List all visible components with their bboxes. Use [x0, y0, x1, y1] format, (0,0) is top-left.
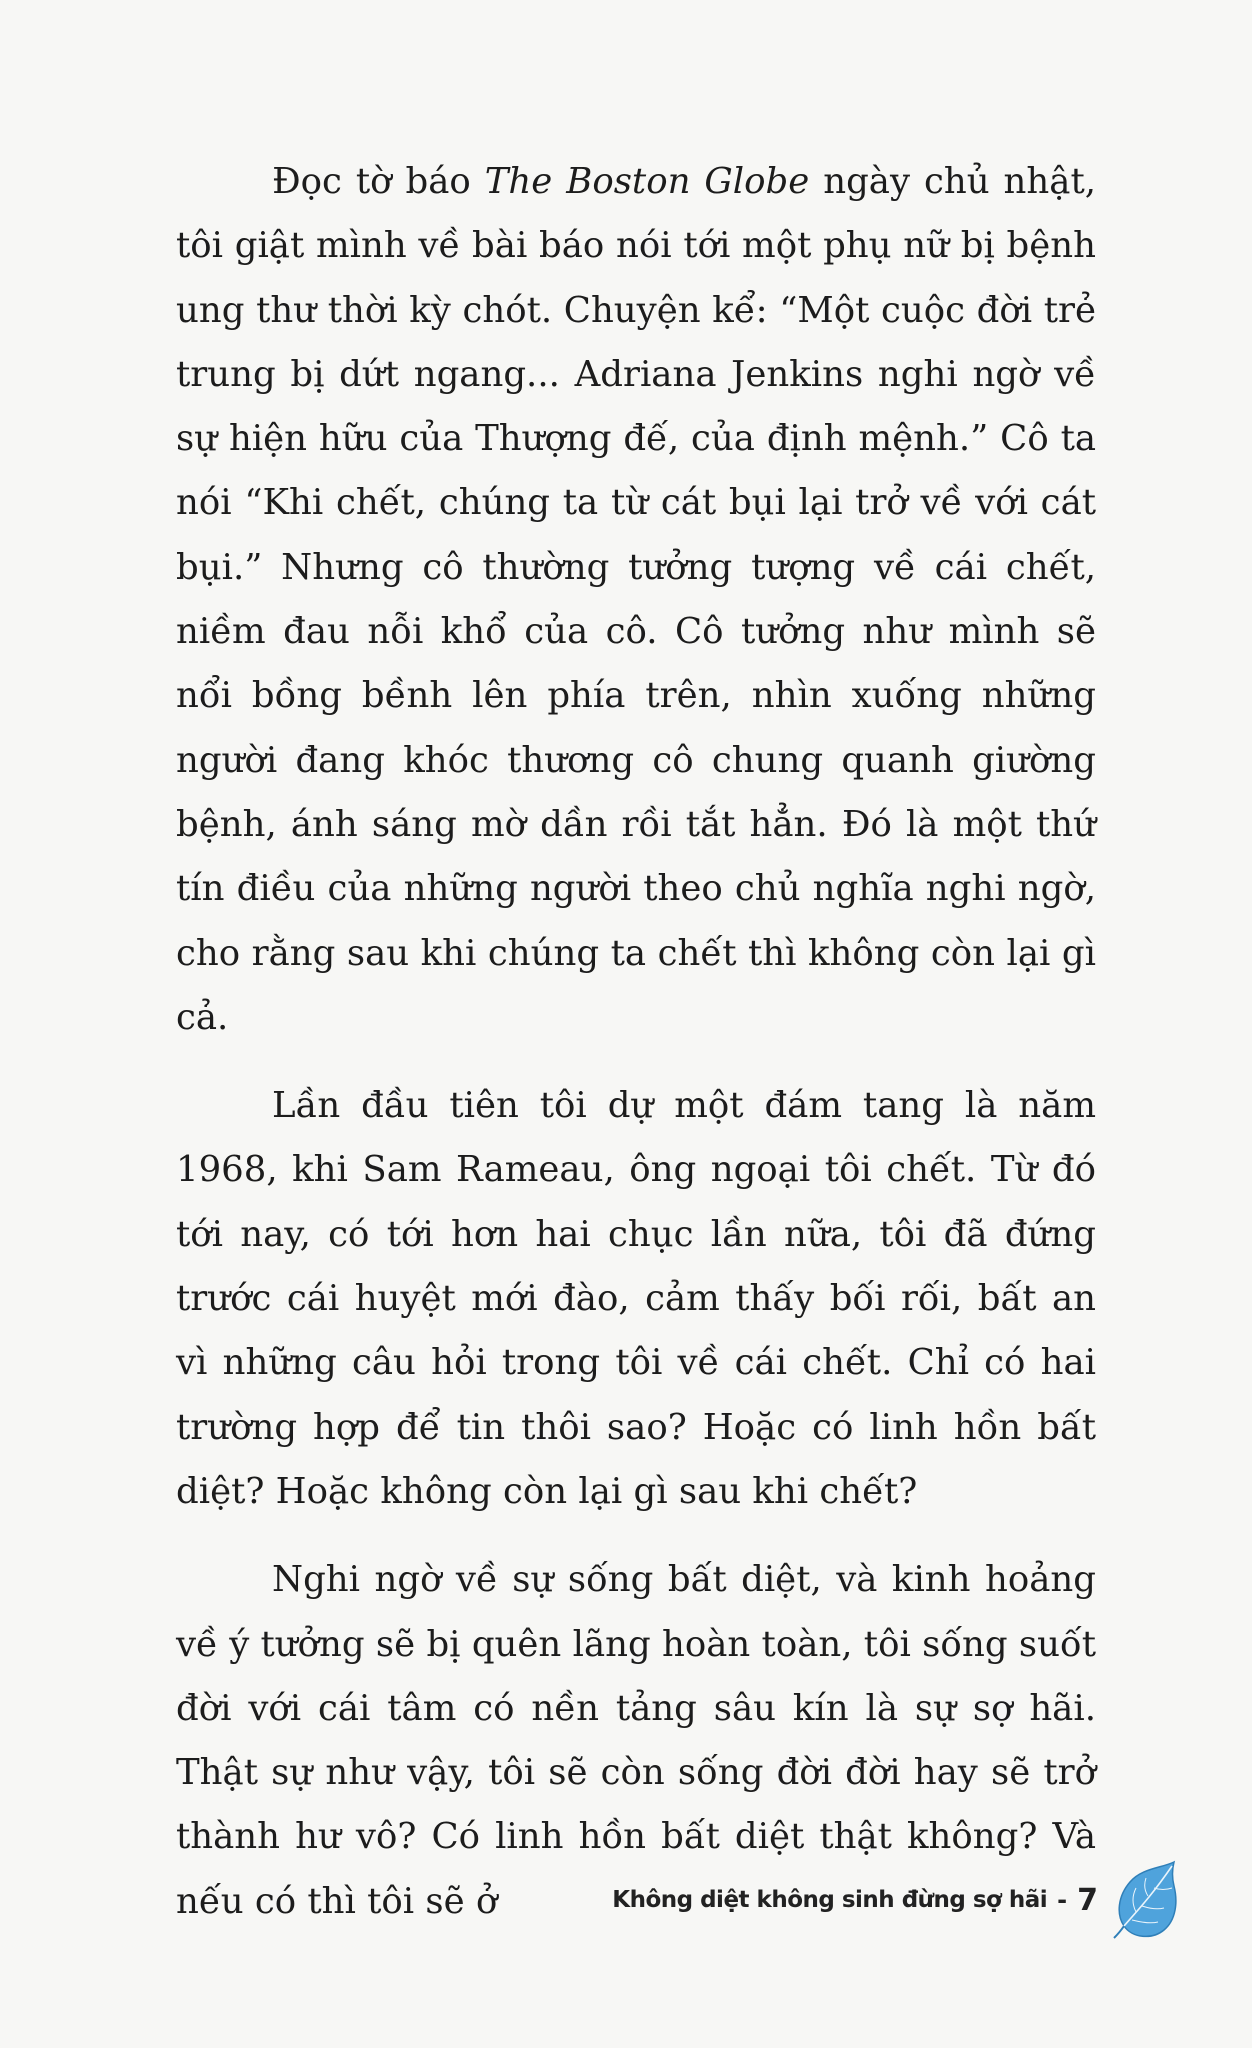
page-number: 7: [1077, 1882, 1098, 1918]
paragraph-1-start: Đọc tờ báo: [272, 161, 485, 202]
page-footer: [612, 1860, 1182, 1940]
bodhi-leaf-icon: [1112, 1858, 1182, 1942]
paragraph-1-rest: ngày chủ nhật, tôi giật mình về bài báo nói tới một phụ nữ bị bệnh ung thư thời kỳ chót. Chuyện kể: “Một cuộc đời trẻ trung bị dứt ngang... Adriana Jenkins nghi ngờ về sự hiện hữu của Thượng đế, của định mệnh.” Cô ta nói “Khi chết, chúng ta từ cát bụi lại trở về với cát bụi.” Nhưng cô thường tưởng tượng về cái chết, niềm đau nỗi khổ của cô. Cô tưởng như mình sẽ nổi bồng bềnh lên phía trên, nhìn xuống những người đang khóc thương cô chung quanh giường bệnh, ánh sáng mờ dần rồi tắt hẳn. Đó là một thứ tín điều của những người theo chủ nghĩa nghi ngờ, cho rằng sau khi chúng ta chết thì không còn lại gì cả.: [176, 161, 1097, 1038]
paragraph-2: Lần đầu tiên tôi dự một đám tang là năm 1968, khi Sam Rameau, ông ngoại tôi chết. Từ đó tới nay, có tới hơn hai chục lần nữa, tôi đã đứng trước cái huyệt mới đào, cảm thấy bối rối, bất an vì những câu hỏi trong tôi về cái chết. Chỉ có hai trường hợp để tin thôi sao? Hoặc có linh hồn bất diệt? Hoặc không còn lại gì sau khi chết?: [176, 1085, 1096, 1512]
body-text: [176, 150, 1096, 1934]
paragraph-1: [176, 150, 1096, 1050]
footer-separator: -: [1057, 1886, 1068, 1914]
paragraph-3: Nghi ngờ về sự sống bất diệt, và kinh hoảng về ý tưởng sẽ bị quên lãng hoàn toàn, tôi sống suốt đời với cái tâm có nền tảng sâu kín là sự sợ hãi. Thật sự như vậy, tôi sẽ còn sống đời đời hay sẽ trở thành hư vô? Có linh hồn bất diệt thật không? Và nếu có thì tôi sẽ ở: [176, 1559, 1096, 1922]
running-title: Không diệt không sinh đừng sợ hãi: [612, 1887, 1048, 1913]
newspaper-title: The Boston Globe: [484, 161, 810, 202]
